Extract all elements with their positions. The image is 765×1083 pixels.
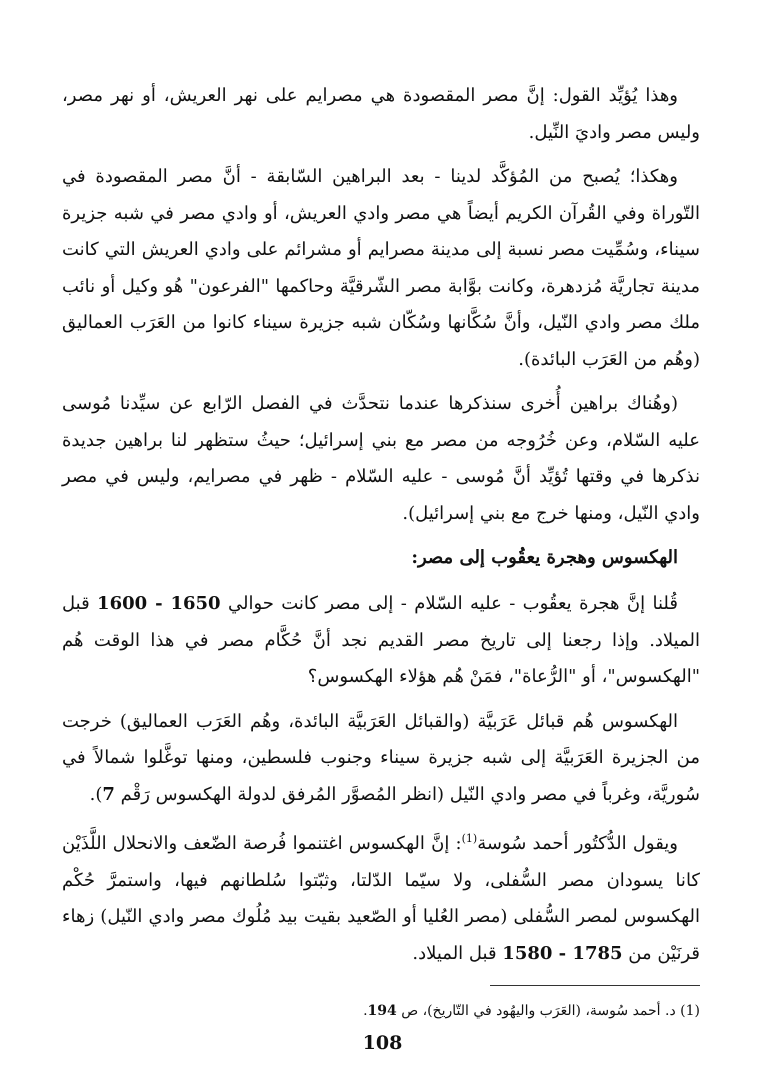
text-part: : إنَّ الهكسوس اغتنموا فُرصة الضّعف والانحلال اللَّذَيْن كانا يسودان مصر السُّفلى، ولا سيّما الدّلتا، وثبّتوا سُلطانهم فيها، واستمرَّ حُكْم الهكسوس لمصر السُّفلى (مصر العُليا أو الصّعيد بقيت بيد مُلُوك مصر وادي النّيل) زهاء قرنَيْن من xyxy=(62,833,700,964)
footnote-end: . xyxy=(363,1003,368,1019)
map-number: 7 xyxy=(102,783,115,805)
page-number: 108 xyxy=(362,1032,403,1054)
paragraph-egypt-arish: وهذا يُؤيِّد القول: إنَّ مصر المقصودة هي مصرايم على نهر العريش، أو نهر مصر، وليس مصر واديَ النِّيل. xyxy=(62,85,700,143)
date-range: 1650 - 1600 xyxy=(97,593,221,614)
text-part: الهكسوس هُم قبائل عَرَبيَّة (والقبائل العَرَبيَّة البائدة، وهُم العَرَب العماليق) خرجت من الجزيرة العَرَبيَّة إلى شبه جزيرة سيناء وجنوب فلسطين، ومنها توغَّلوا شمالاً في سُوريَّة، وغرباً في مصر وادي النّيل (انظر المُصوَّر المُرفق لدولة الهكسوس رَقْم xyxy=(62,710,700,805)
footnote-page: 194 xyxy=(367,1003,397,1019)
footnote-text: (1) د. أحمد سُوسة، (العَرَب واليهُود في التّاريخ)، ص xyxy=(396,1003,700,1019)
date-range: 1785 - 1580 xyxy=(502,942,623,964)
text-part: قُلنا إنَّ هجرة يعقُوب - عليه السّلام - إلى مصر كانت حوالي xyxy=(220,593,678,614)
paragraph-other-proofs: (وهُناك براهين أُخرى سنذكرها عندما نتحدَّث في الفصل الرّابع عن سيِّدنا مُوسى عليه السّلام، وعن خُرُوجه من مصر مع بني إسرائيل؛ حيثُ ستظهر لنا براهين جديدة نذكرها في وقتها تُؤيِّد أنَّ مُوسى - عليه السّلام - ظهر في مصرايم، وليس في مصر وادي النّيل، ومنها خرج مع بني إسرائيل). xyxy=(62,393,700,524)
page-body xyxy=(62,78,700,980)
paragraph-conclusion: وهكذا؛ يُصبح من المُؤكَّد لدينا - بعد البراهين السّابقة - أنَّ مصر المقصودة في التّوراة وفي القُرآن الكريم أيضاً هي مصر وادي العريش، أو وادي مصر في شبه جزيرة سيناء، وسُمِّيت مصر نسبة إلى مدينة مصرايم أو مشرائم على وادي العريش التي كانت مدينة تجاريَّة مُزدهرة، وكانت بوَّابة مصر الشّرقيَّة وحاكمها "الفرعون" هُو وكيل أو نائب ملك مصر وادي النّيل، وأنَّ سُكَّانها وسُكّان شبه جزيرة سيناء كانوا من العَرَب العماليق (وهُم من العَرَب البائدة). xyxy=(62,166,701,370)
text-part: ). xyxy=(89,783,103,805)
footnote-ref: (1) xyxy=(461,832,478,845)
text-part: ويقول الدُّكتُور أحمد سُوسة xyxy=(477,833,679,854)
footnote-divider xyxy=(490,985,700,986)
paragraph-hyksos-tribes xyxy=(62,704,700,814)
footnote xyxy=(100,1000,700,1022)
section-heading: الهكسوس وهجرة يعقُوب إلى مصر: xyxy=(411,547,678,568)
paragraph-jacob-migration xyxy=(62,586,700,696)
text-part: قبل الميلاد. وإذا رجعنا إلى تاريخ مصر القديم نجد أنَّ حُكَّام مصر في هذا الوقت هُم "الهكسوس"، أو "الرُّعاة"، فمَنْ هُم هؤلاء الهكسوس؟ xyxy=(62,593,700,687)
paragraph-sousa-quote xyxy=(62,821,700,972)
text-part: قبل الميلاد. xyxy=(412,942,503,964)
